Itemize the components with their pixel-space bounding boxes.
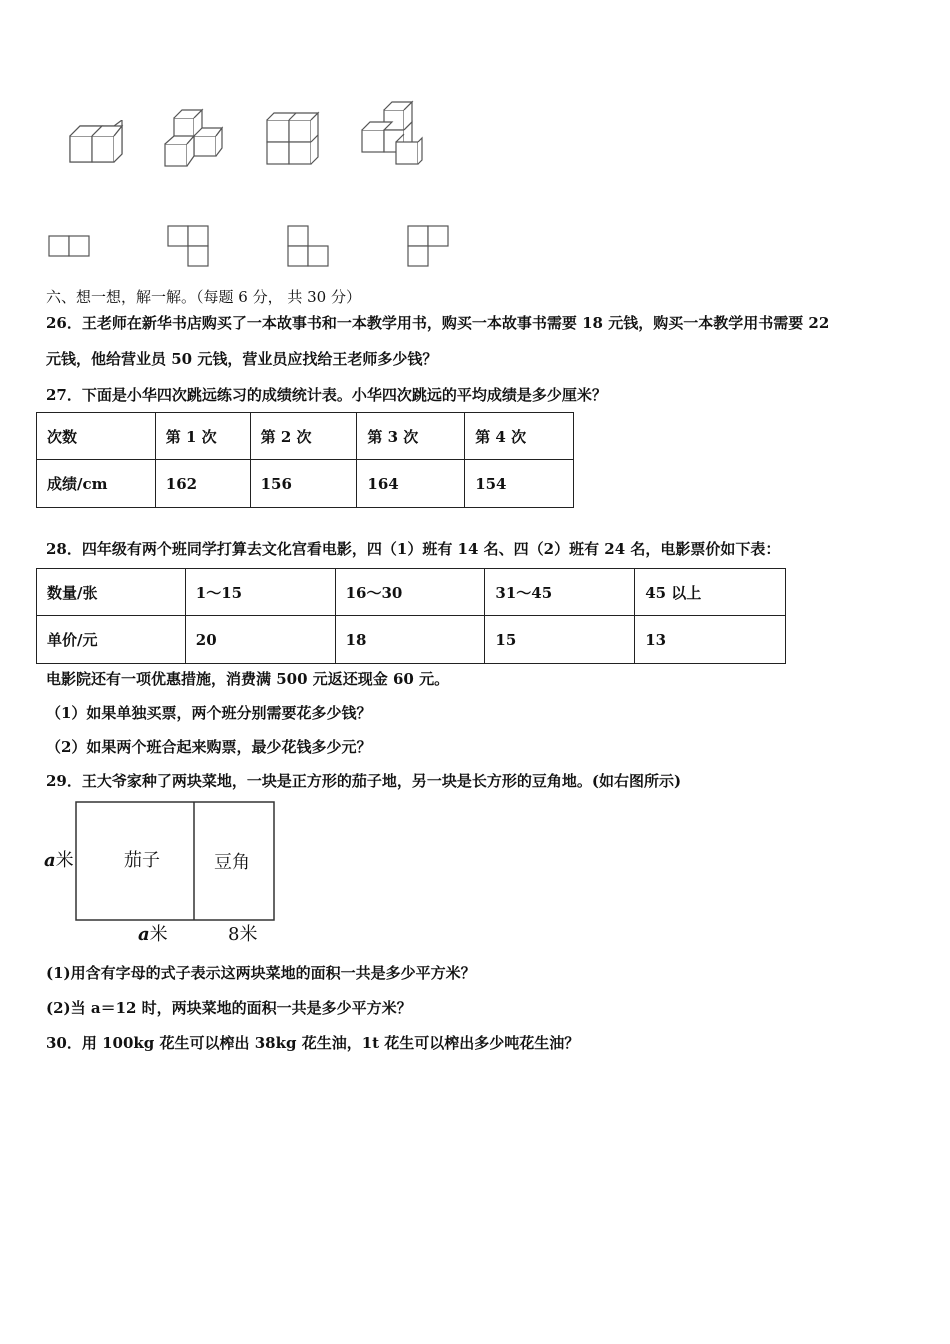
table-cell: 第 1 次 bbox=[155, 413, 250, 460]
q29-sub1: (1)用含有字母的式子表示这两块菜地的面积一共是多少平方米？ bbox=[46, 964, 476, 982]
q29-sub2: (2)当 a＝12 时，两块菜地的面积一共是多少平方米？ bbox=[46, 999, 412, 1017]
table-cell: 18 bbox=[335, 616, 485, 664]
table-cell: 第 4 次 bbox=[465, 413, 574, 460]
q30-text: 30．用 100kg 花生可以榨出 38kg 花生油，1t 花生可以榨出多少吨花生油？ bbox=[46, 1034, 580, 1052]
view-figure-2 bbox=[166, 224, 212, 270]
eggplant-plot-label: 茄子 bbox=[124, 850, 160, 871]
cube-figure-1 bbox=[68, 120, 124, 166]
q28-text: 28．四年级有两个班同学打算去文化宫看电影，四（1）班有 14 名、四（2）班有 24 名，电影票价如下表： bbox=[46, 540, 781, 558]
table-cell: 164 bbox=[357, 460, 465, 508]
q26-line1: 26．王老师在新华书店购买了一本故事书和一本教学用书，购买一本故事书需要 18 元钱，购买一本教学用书需要 22 bbox=[46, 314, 830, 332]
table-cell: 31～45 bbox=[485, 569, 635, 616]
view-figure-3 bbox=[286, 224, 332, 270]
q28-sub2: （2）如果两个班合起来购票，最少花钱多少元？ bbox=[46, 738, 372, 756]
q28-price-table bbox=[36, 568, 786, 664]
bean-width-label: 8米 bbox=[228, 924, 258, 945]
table-cell: 单价/元 bbox=[37, 616, 186, 664]
bean-plot-label: 豆角 bbox=[214, 852, 250, 873]
table-cell: 45 以上 bbox=[635, 569, 786, 616]
table-cell: 13 bbox=[635, 616, 786, 664]
table-cell: 成绩/cm bbox=[37, 460, 156, 508]
table-row bbox=[37, 460, 574, 508]
table-cell: 15 bbox=[485, 616, 635, 664]
cube-figure-2 bbox=[162, 106, 224, 168]
table-cell: 162 bbox=[155, 460, 250, 508]
bottom-length-label: a米 bbox=[138, 924, 168, 945]
table-cell: 数量/张 bbox=[37, 569, 186, 616]
table-cell: 16～30 bbox=[335, 569, 485, 616]
q28-note: 电影院还有一项优惠措施，消费满 500 元返还现金 60 元。 bbox=[46, 670, 450, 688]
q27-text: 27．下面是小华四次跳远练习的成绩统计表。小华四次跳远的平均成绩是多少厘米？ bbox=[46, 386, 607, 404]
table-cell: 20 bbox=[185, 616, 335, 664]
table-row bbox=[37, 413, 574, 460]
side-length-label: a米 bbox=[44, 850, 74, 871]
table-row bbox=[37, 616, 786, 664]
table-cell: 次数 bbox=[37, 413, 156, 460]
cube-figure-4 bbox=[358, 100, 424, 166]
table-cell: 156 bbox=[250, 460, 357, 508]
cube-figure-3 bbox=[264, 110, 322, 166]
q29-text: 29．王大爷家种了两块菜地，一块是正方形的茄子地，另一块是长方形的豆角地。(如右图所示) bbox=[46, 772, 682, 790]
view-figure-4 bbox=[406, 224, 452, 270]
q29-field-diagram bbox=[40, 800, 280, 950]
section-six-heading: 六、想一想，解一解。（每题 6 分， 共 30 分） bbox=[46, 288, 361, 306]
table-cell: 第 2 次 bbox=[250, 413, 357, 460]
table-cell: 第 3 次 bbox=[357, 413, 465, 460]
table-row bbox=[37, 569, 786, 616]
view-figure-1 bbox=[48, 234, 92, 258]
q26-line2: 元钱，他给营业员 50 元钱，营业员应找给王老师多少钱？ bbox=[46, 350, 438, 368]
table-cell: 154 bbox=[465, 460, 574, 508]
q28-sub1: （1）如果单独买票，两个班分别需要花多少钱？ bbox=[46, 704, 372, 722]
q27-score-table bbox=[36, 412, 574, 508]
table-cell: 1～15 bbox=[185, 569, 335, 616]
